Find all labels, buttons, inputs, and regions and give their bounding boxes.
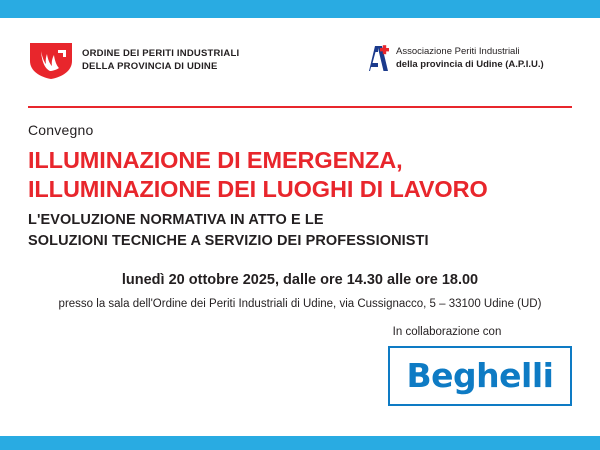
poster-content bbox=[28, 18, 572, 436]
apiu-logo-line1: Associazione Periti Industriali bbox=[396, 46, 520, 57]
apiu-logo-line2: della provincia di Udine (A.P.I.U.) bbox=[396, 59, 544, 70]
flame-shield-logo-icon bbox=[28, 40, 74, 80]
collaboration-label: In collaborazione con bbox=[392, 326, 502, 338]
apiu-logo bbox=[358, 42, 544, 74]
event-title-line1: ILLUMINAZIONE DI EMERGENZA, bbox=[28, 147, 403, 173]
top-blue-bar bbox=[0, 0, 600, 18]
event-subtitle-line2: SOLUZIONI TECNICHE A SERVIZIO DEI PROFESSIONISTI bbox=[28, 233, 429, 249]
event-venue: presso la sala dell'Ordine dei Periti Industriali di Udine, via Cussignacco, 5 – 33100 Udine (UD) bbox=[58, 298, 542, 310]
logos-row bbox=[28, 18, 572, 90]
red-divider bbox=[28, 106, 572, 108]
event-subtitle-line1: L'EVOLUZIONE NORMATIVA IN ATTO E LE bbox=[28, 212, 324, 228]
beghelli-logo bbox=[388, 346, 572, 406]
bottom-blue-bar bbox=[0, 436, 600, 450]
event-kicker: Convegno bbox=[28, 122, 94, 138]
ordine-periti-logo-text bbox=[82, 47, 239, 73]
beghelli-logo-text: Beghelli bbox=[406, 356, 554, 395]
ordine-periti-logo-line1: ORDINE DEI PERITI INDUSTRIALI bbox=[82, 48, 240, 59]
apiu-logo-text bbox=[396, 45, 544, 71]
event-title bbox=[28, 146, 572, 204]
a-plus-logo-icon bbox=[358, 42, 390, 74]
ordine-periti-logo-line2: DELLA PROVINCIA DI UDINE bbox=[82, 61, 218, 72]
event-date: lunedì 20 ottobre 2025, dalle ore 14.30 alle ore 18.00 bbox=[121, 272, 479, 288]
ordine-periti-logo bbox=[28, 40, 239, 80]
event-subtitle bbox=[28, 210, 572, 252]
event-title-line2: ILLUMINAZIONE DEI LUOGHI DI LAVORO bbox=[28, 176, 488, 202]
